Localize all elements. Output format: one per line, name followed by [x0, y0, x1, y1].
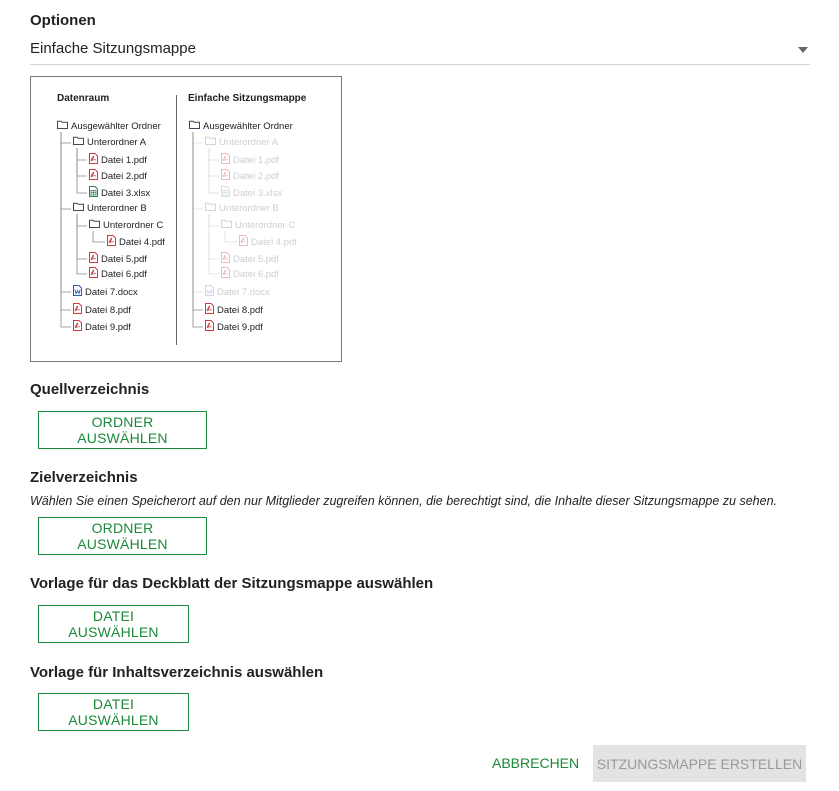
- tree-node-left: [89, 153, 147, 167]
- tree-node-label: Datei 4.pdf: [119, 237, 165, 248]
- structure-preview: [30, 76, 342, 362]
- tree-node-right: [221, 186, 282, 200]
- tree-node-label: Unterordner B: [219, 203, 279, 214]
- tree-node-left: [89, 267, 147, 281]
- tree-node-left: [89, 169, 147, 183]
- tree-node-left: [89, 186, 150, 200]
- tree-node-label: Datei 1.pdf: [101, 155, 147, 166]
- tree-node-label: Datei 5.pdf: [101, 254, 147, 265]
- pdf-file-icon: [221, 267, 230, 283]
- tree-node-label: Datei 8.pdf: [217, 305, 263, 316]
- chevron-down-icon[interactable]: [798, 47, 808, 53]
- tree-node-label: Datei 7.docx: [217, 287, 270, 298]
- tree-node-left: [73, 136, 146, 150]
- tree-node-right: [221, 219, 295, 233]
- pdf-file-icon: [89, 252, 98, 268]
- tree-node-left: [89, 219, 163, 233]
- excel-file-icon: [221, 186, 230, 202]
- tree-node-right: [205, 320, 263, 334]
- tree-node-right: [221, 252, 279, 266]
- options-label: Optionen: [30, 12, 96, 29]
- source-select-folder-button[interactable]: ORDNER AUSWÄHLEN: [38, 411, 207, 449]
- cancel-button[interactable]: ABBRECHEN: [492, 755, 580, 771]
- tree-node-right: [189, 120, 293, 134]
- tree-node-label: Datei 3.xlsx: [233, 188, 283, 199]
- target-select-folder-button[interactable]: ORDNER AUSWÄHLEN: [38, 517, 207, 555]
- cover-template-label: Vorlage für das Deckblatt der Sitzungsmappe auswählen: [30, 575, 434, 592]
- pdf-file-icon: [89, 153, 98, 169]
- toc-template-select-file-button[interactable]: DATEI AUSWÄHLEN: [38, 693, 189, 731]
- mode-select-value: Einfache Sitzungsmappe: [30, 40, 196, 57]
- preview-divider: [176, 95, 177, 345]
- tree-node-right: [205, 285, 270, 299]
- tree-node-label: Unterordner A: [219, 137, 279, 148]
- tree-node-label: Datei 9.pdf: [85, 322, 131, 333]
- word-file-icon: [73, 285, 82, 301]
- pdf-file-icon: [89, 169, 98, 185]
- source-label: Quellverzeichnis: [30, 381, 150, 398]
- tree-node-right: [205, 136, 278, 150]
- folder-icon: [189, 120, 200, 134]
- tree-node-label: Ausgewählter Ordner: [203, 121, 293, 132]
- tree-node-label: Unterordner B: [87, 203, 147, 214]
- tree-node-right: [221, 153, 279, 167]
- pdf-file-icon: [239, 235, 248, 251]
- pdf-file-icon: [205, 303, 214, 319]
- tree-node-label: Unterordner C: [103, 220, 164, 231]
- create-binder-button[interactable]: SITZUNGSMAPPE ERSTELLEN: [593, 745, 806, 782]
- tree-node-right: [205, 303, 263, 317]
- tree-node-right: [221, 267, 279, 281]
- excel-file-icon: [89, 186, 98, 202]
- target-hint: Wählen Sie einen Speicherort auf den nur Mitglieder zugreifen können, die berechtigt sind, die Inhalte dieser Sitzungsmappe zu sehen.: [30, 494, 777, 508]
- tree-node-label: Datei 6.pdf: [101, 269, 147, 280]
- tree-node-label: Datei 9.pdf: [217, 322, 263, 333]
- pdf-file-icon: [73, 303, 82, 319]
- cover-template-select-file-button[interactable]: DATEI AUSWÄHLEN: [38, 605, 189, 643]
- tree-node-label: Unterordner C: [235, 220, 296, 231]
- tree-node-left: [107, 235, 165, 249]
- folder-icon: [205, 202, 216, 216]
- folder-icon: [221, 219, 232, 233]
- pdf-file-icon: [89, 267, 98, 283]
- tree-node-left: [73, 303, 131, 317]
- tree-node-label: Datei 3.xlsx: [101, 188, 151, 199]
- tree-node-label: Datei 7.docx: [85, 287, 138, 298]
- tree-node-label: Datei 6.pdf: [233, 269, 279, 280]
- pdf-file-icon: [221, 153, 230, 169]
- tree-node-left: [73, 202, 147, 216]
- toc-template-label: Vorlage für Inhaltsverzeichnis auswählen: [30, 664, 324, 681]
- tree-node-left: [73, 320, 131, 334]
- tree-node-right: [239, 235, 297, 249]
- tree-node-label: Datei 5.pdf: [233, 254, 279, 265]
- tree-node-label: Datei 1.pdf: [233, 155, 279, 166]
- folder-icon: [73, 136, 84, 150]
- tree-node-label: Datei 4.pdf: [251, 237, 297, 248]
- tree-node-right: [221, 169, 279, 183]
- pdf-file-icon: [107, 235, 116, 251]
- tree-node-label: Datei 8.pdf: [85, 305, 131, 316]
- folder-icon: [57, 120, 68, 134]
- pdf-file-icon: [221, 252, 230, 268]
- mode-select[interactable]: [30, 36, 810, 65]
- folder-icon: [89, 219, 100, 233]
- word-file-icon: [205, 285, 214, 301]
- tree-node-left: [73, 285, 138, 299]
- tree-node-label: Ausgewählter Ordner: [71, 121, 161, 132]
- tree-node-label: Datei 2.pdf: [233, 171, 279, 182]
- pdf-file-icon: [221, 169, 230, 185]
- tree-node-right: [205, 202, 279, 216]
- tree-node-label: Datei 2.pdf: [101, 171, 147, 182]
- tree-node-left: [57, 120, 161, 134]
- preview-left-title: Datenraum: [57, 93, 110, 104]
- pdf-file-icon: [73, 320, 82, 336]
- folder-icon: [73, 202, 84, 216]
- target-label: Zielverzeichnis: [30, 469, 138, 486]
- preview-right-title: Einfache Sitzungsmappe: [188, 93, 307, 104]
- folder-icon: [205, 136, 216, 150]
- pdf-file-icon: [205, 320, 214, 336]
- tree-node-left: [89, 252, 147, 266]
- tree-node-label: Unterordner A: [87, 137, 147, 148]
